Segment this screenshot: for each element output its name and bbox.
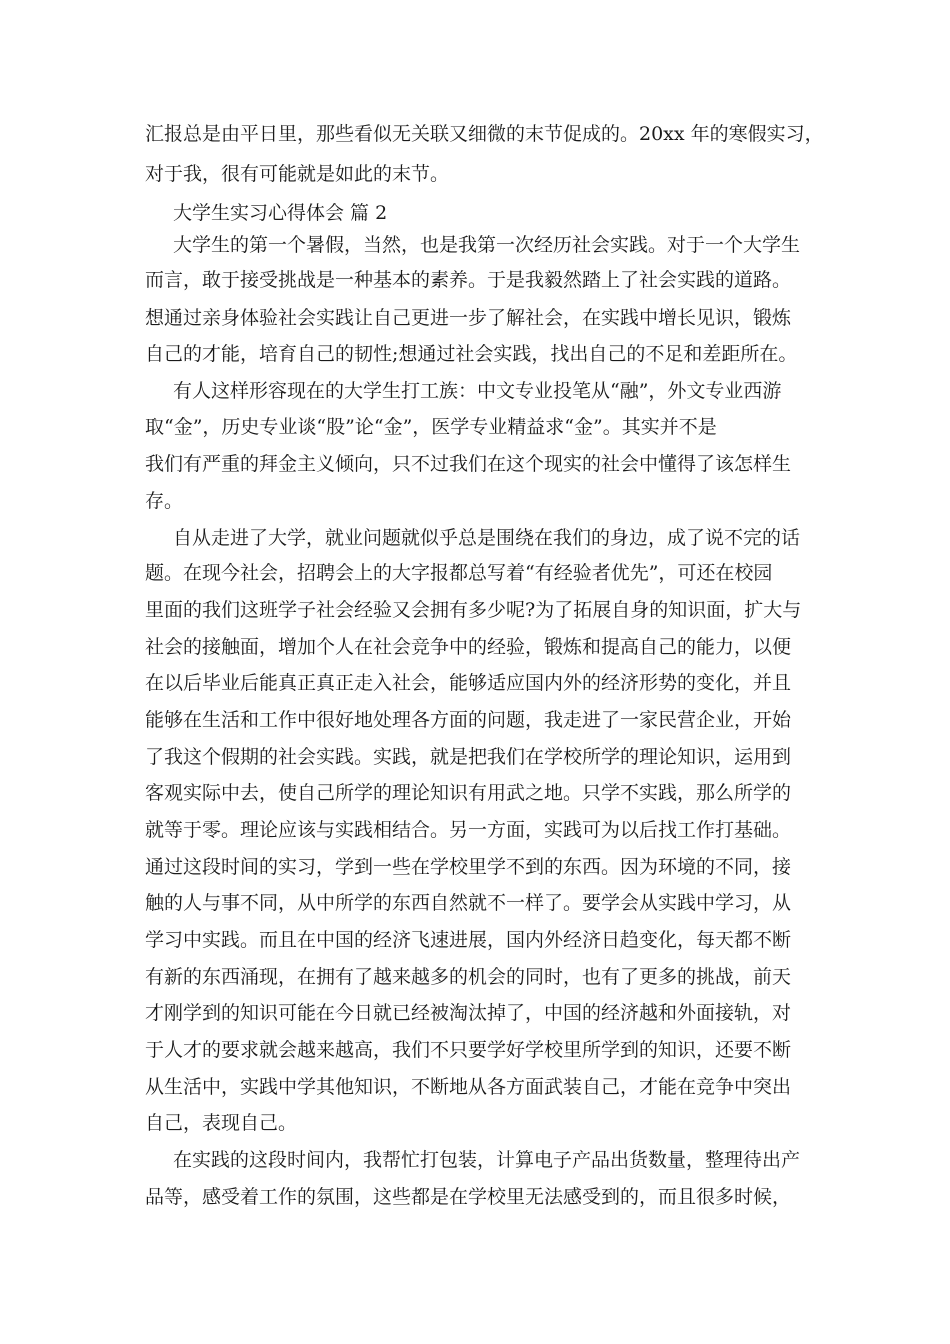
text-line: 才刚学到的知识可能在今日就已经被淘汰掉了，中国的经济越和外面接轨，对 xyxy=(145,1002,792,1024)
text-line: 大学生的第一个暑假，当然，也是我第一次经历社会实践。对于一个大学生 xyxy=(173,234,801,256)
text-line: 了我这个假期的社会实践。实践，就是把我们在学校所学的理论知识，运用到 xyxy=(145,746,792,768)
text-line: 想通过亲身体验社会实践让自己更进一步了解社会，在实践中增长见识，锻炼 xyxy=(145,307,792,329)
text-line: 品等，感受着工作的氛围，这些都是在学校里无法感受到的，而且很多时候， xyxy=(145,1186,792,1208)
text-line: 通过这段时间的实习，学到一些在学校里学不到的东西。因为环境的不同，接 xyxy=(145,856,792,878)
text-line: 就等于零。理论应该与实践相结合。另一方面，实践可为以后找工作打基础。 xyxy=(145,819,792,841)
text-line: 有人这样形容现在的大学生打工族：中文专业投笔从“融”，外文专业西游 xyxy=(173,380,782,402)
text-line: 能够在生活和工作中很好地处理各方面的问题，我走进了一家民营企业，开始 xyxy=(145,709,792,731)
text-line: 学习中实践。而且在中国的经济飞速进展，国内外经济日趋变化，每天都不断 xyxy=(145,929,792,951)
text-line: 对于我，很有可能就是如此的末节。 xyxy=(145,163,450,185)
text-line: 有新的东西涌现，在拥有了越来越多的机会的同时，也有了更多的挑战，前天 xyxy=(145,966,792,988)
section-heading: 大学生实习心得体会 篇 2 xyxy=(173,202,388,224)
text-line: 题。在现今社会，招聘会上的大字报都总写着“有经验者优先”，可还在校园 xyxy=(145,562,773,584)
text-line: 里面的我们这班学子社会经验又会拥有多少呢?为了拓展自身的知识面，扩大与 xyxy=(145,599,802,621)
text-line: 我们有严重的拜金主义倾向，只不过我们在这个现实的社会中懂得了该怎样生 xyxy=(145,453,792,475)
text-line: 在实践的这段时间内，我帮忙打包装，计算电子产品出货数量，整理待出产 xyxy=(173,1149,801,1171)
text-line: 而言，敢于接受挑战是一种基本的素养。于是我毅然踏上了社会实践的道路。 xyxy=(145,269,792,291)
text-line: 触的人与事不同，从中所学的东西自然就不一样了。要学会从实践中学习，从 xyxy=(145,892,792,914)
text-line: 取“金”，历史专业谈“股”论“金”，医学专业精益求“金”。其实并不是 xyxy=(145,416,717,438)
text-line: 自己的才能，培育自己的韧性;想通过社会实践，找出自己的不足和差距所在。 xyxy=(145,343,798,365)
text-line: 从生活中，实践中学其他知识，不断地从各方面武装自己，才能在竞争中突出 xyxy=(145,1076,792,1098)
text-line: 客观实际中去，使自己所学的理论知识有用武之地。只学不实践，那么所学的 xyxy=(145,782,792,804)
text-line: 于人才的要求就会越来越高，我们不只要学好学校里所学到的知识，还要不断 xyxy=(145,1039,792,1061)
text-line: 存。 xyxy=(145,490,184,512)
text-line: 社会的接触面，增加个人在社会竞争中的经验，锻炼和提高自己的能力，以便 xyxy=(145,636,792,658)
text-line: 自己，表现自己。 xyxy=(145,1112,298,1134)
text-line: 自从走进了大学，就业问题就似乎总是围绕在我们的身边，成了说不完的话 xyxy=(173,527,801,549)
text-line: 汇报总是由平日里，那些看似无关联又细微的末节促成的。20xx 年的寒假实习， xyxy=(145,123,824,145)
text-line: 在以后毕业后能真正真正走入社会，能够适应国内外的经济形势的变化，并且 xyxy=(145,672,792,694)
